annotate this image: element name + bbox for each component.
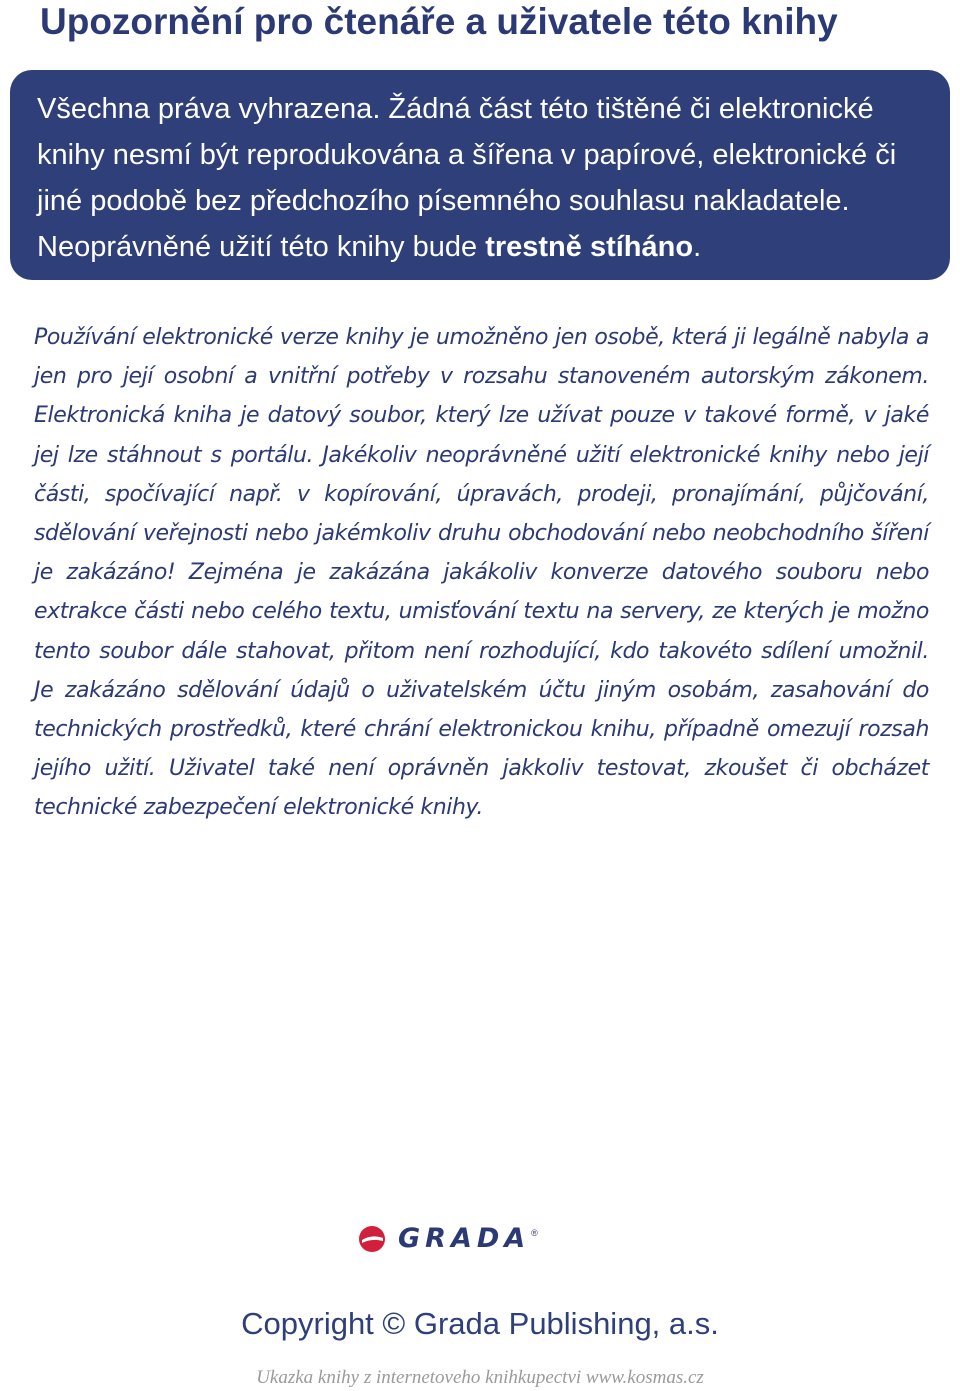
publisher-logo: [358, 1224, 538, 1254]
registered-mark: ®: [531, 1228, 538, 1238]
rights-notice-end: .: [693, 231, 702, 263]
grada-logo-mark-icon: [358, 1225, 386, 1253]
copyright-line: Copyright © Grada Publishing, a.s.: [241, 1306, 719, 1341]
rights-notice-text: [37, 86, 940, 270]
usage-terms-paragraph: Používání elektronické verze knihy je umožněno jen osobě, která ji legálně nabyla a jen pro její osobní a vnitřní potřeby v rozsahu stanoveném autorským zákonem. Elektronická kniha je datový soubor, který lze užívat pouze v takové formě, v jaké jej lze stáhnout s portálu. Jakékoliv neoprávněné užití elektronické knihy nebo její části, spočívající např. v kopírování, úpravách, prodeji, pronajímání, půjčování, sdělování veřejnosti nebo jakémkoliv druhu obchodování nebo neobchodního šíření je zakázáno! Zejména je zakázána jakákoliv konverze datového souboru nebo extrakce části nebo celého textu, umisťování textu na servery, ze kterých je možno tento soubor dále stahovat, přitom není rozhodující, kdo takovéto sdílení umožnil. Je zakázáno sdělování údajů o uživatelském účtu jiným osobám, zasahování do technických prostředků, které chrání elektronickou knihu, případně omezují rozsah jejího užití. Uživatel také není oprávněn jakkoliv testovat, zkoušet či obcházet technické zabezpečení elektronické knihy.: [34, 325, 929, 821]
footer-note: Ukazka knihy z internetoveho knihkupectvi www.kosmas.cz: [256, 1367, 704, 1388]
rights-notice-plain: Všechna práva vyhrazena. Žádná část této tištěné či elektronické knihy nesmí být reprodukována a šířena v papírové, elektronické či jiné podobě bez předchozího písemného souhlasu nakladatele. Neoprávněné užití této knihy bude: [37, 93, 897, 263]
logo-wordmark: GRADA: [398, 1223, 531, 1254]
page-title: Upozornění pro čtenáře a uživatele této knihy: [40, 1, 838, 42]
rights-notice-bold: trestně stíháno: [485, 231, 694, 263]
rights-notice-box: [10, 70, 950, 280]
